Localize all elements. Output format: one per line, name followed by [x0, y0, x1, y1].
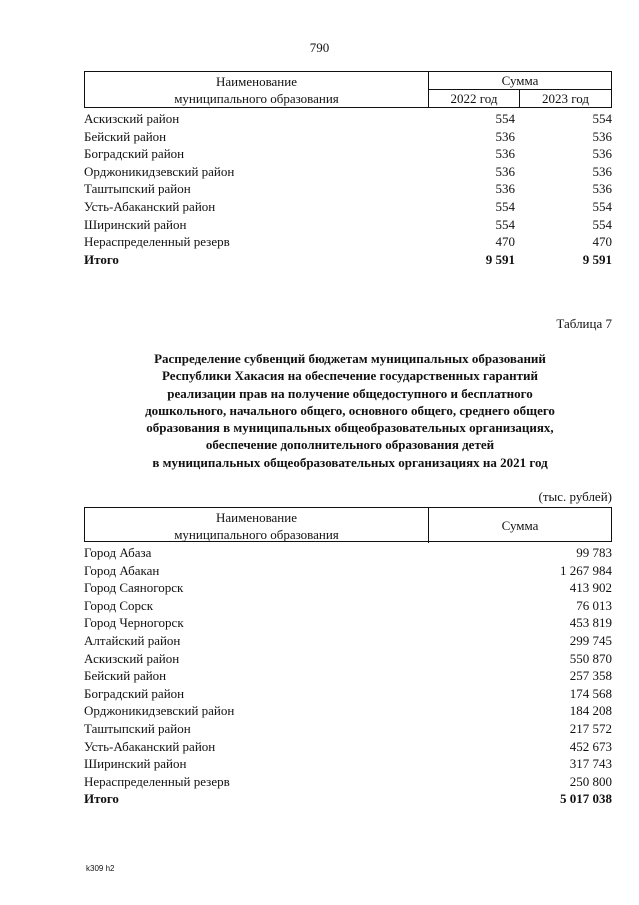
- row-name: Бейский район: [84, 128, 167, 144]
- row-value-2023: 536: [592, 163, 612, 179]
- table-total-row: [84, 790, 612, 808]
- row-name: Орджоникидзевский район: [84, 703, 235, 719]
- header-sum-title: Сумма: [429, 72, 611, 90]
- row-name: Орджоникидзевский район: [84, 163, 235, 179]
- title-line: дошкольного, начального общего, основного общего, среднего общего: [145, 402, 555, 418]
- row-name: Боградский район: [84, 146, 185, 162]
- row-name: Аскизский район: [84, 650, 180, 666]
- title-line: Распределение субвенций бюджетам муниципальных образований: [154, 351, 546, 366]
- table-row: [84, 110, 612, 128]
- table-row: [84, 562, 612, 580]
- row-name: Город Абаза: [84, 545, 152, 560]
- row-value-2023: 536: [592, 128, 612, 144]
- row-value: 413 902: [569, 580, 612, 596]
- row-value: 299 745: [569, 632, 612, 648]
- row-value: 99 783: [576, 545, 612, 560]
- row-name: Город Сорск: [84, 597, 154, 613]
- footer-code: k309 h2: [86, 864, 115, 873]
- row-name: Бейский район: [84, 668, 167, 684]
- row-value: 1 267 984: [560, 562, 612, 578]
- row-name: Таштыпский район: [84, 181, 191, 197]
- row-value-2023: 470: [592, 234, 612, 250]
- table-row: [84, 702, 612, 720]
- table-row: [84, 685, 612, 703]
- row-name: Нераспределенный резерв: [84, 773, 230, 789]
- row-value-2022: 554: [495, 111, 515, 126]
- header-name-line2: муниципального образования: [174, 91, 339, 106]
- row-value: 174 568: [569, 685, 612, 701]
- table-row: [84, 650, 612, 668]
- row-name: Город Абакан: [84, 562, 160, 578]
- row-name: Ширинский район: [84, 756, 187, 772]
- table-row: [84, 597, 612, 615]
- title-line: Республики Хакасия на обеспечение государственных гарантий: [162, 368, 538, 384]
- total-value: 5 017 038: [560, 791, 612, 807]
- row-value: 250 800: [569, 773, 612, 789]
- row-value-2022: 554: [495, 216, 515, 232]
- row-value: 452 673: [569, 738, 612, 754]
- header-name-cell: [85, 508, 429, 543]
- header-name-line1: Наименование: [216, 510, 297, 525]
- row-name: Город Саяногорск: [84, 580, 184, 596]
- row-name: Усть-Абаканский район: [84, 198, 216, 214]
- row-value: 184 208: [569, 703, 612, 719]
- header-name-line2: муниципального образования: [174, 527, 339, 542]
- row-value-2022: 536: [495, 163, 515, 179]
- table-row: [84, 216, 612, 234]
- table-row: [84, 579, 612, 597]
- table-row: [84, 755, 612, 773]
- table-subventions-2021: [84, 507, 612, 808]
- table-row: [84, 632, 612, 650]
- row-name: Город Черногорск: [84, 615, 184, 631]
- table-body: [84, 110, 612, 268]
- header-name-line1: Наименование: [216, 74, 297, 89]
- table-body: [84, 544, 612, 808]
- row-name: Таштыпский район: [84, 720, 191, 736]
- table-row: [84, 720, 612, 738]
- table-row: [84, 145, 612, 163]
- header-name-cell: [85, 72, 429, 108]
- total-label: Итого: [84, 791, 119, 807]
- row-name: Боградский район: [84, 685, 185, 701]
- table-row: [84, 233, 612, 251]
- header-year-2023: 2023 год: [542, 91, 589, 106]
- row-value-2022: 554: [495, 198, 515, 214]
- row-name: Алтайский район: [84, 632, 181, 648]
- total-label: Итого: [84, 251, 119, 267]
- row-name: Ширинский район: [84, 216, 187, 232]
- table-row: [84, 738, 612, 756]
- table-row: [84, 773, 612, 791]
- row-value-2022: 536: [495, 146, 515, 162]
- row-value-2023: 536: [592, 146, 612, 162]
- title-line: образования в муниципальных общеобразовательных организациях,: [146, 420, 554, 436]
- row-value: 76 013: [576, 597, 612, 613]
- row-value-2023: 554: [592, 216, 612, 232]
- table-header: [84, 71, 612, 108]
- table-row: [84, 180, 612, 198]
- row-value: 550 870: [569, 650, 612, 666]
- row-value-2022: 536: [495, 128, 515, 144]
- row-value-2022: 536: [495, 181, 515, 197]
- table-row: [84, 128, 612, 146]
- row-value-2023: 554: [592, 111, 612, 126]
- total-value-2022: 9 591: [485, 251, 515, 267]
- row-value: 257 358: [569, 668, 612, 684]
- units-label: (тыс. рублей): [538, 489, 612, 504]
- title-line: обеспечение дополнительного образования детей: [205, 437, 495, 453]
- page-number: 790: [309, 40, 330, 55]
- row-name: Аскизский район: [84, 111, 180, 126]
- row-name: Нераспределенный резерв: [84, 234, 230, 250]
- header-year-2022: 2022 год: [429, 90, 520, 108]
- table-row: [84, 163, 612, 181]
- row-value: 453 819: [569, 615, 612, 631]
- title-line: реализации прав на получение общедоступного и бесплатного: [167, 385, 533, 401]
- title-line: в муниципальных общеобразовательных организациях на 2021 год: [152, 454, 548, 470]
- row-name: Усть-Абаканский район: [84, 738, 216, 754]
- row-value-2023: 554: [592, 198, 612, 214]
- table-total-row: [84, 251, 612, 269]
- table-row: [84, 614, 612, 632]
- table-title: [90, 350, 610, 471]
- table-header: [84, 507, 612, 542]
- table-row: [84, 544, 612, 562]
- table-row: [84, 667, 612, 685]
- row-value-2023: 536: [592, 181, 612, 197]
- row-value-2022: 470: [495, 234, 515, 250]
- header-sum-cell: Сумма: [501, 517, 539, 533]
- total-value-2023: 9 591: [582, 251, 612, 267]
- table-row: [84, 198, 612, 216]
- table-number-label: Таблица 7: [556, 316, 612, 331]
- row-value: 217 572: [569, 720, 612, 736]
- table-allocation-2022-2023: [84, 71, 612, 268]
- row-value: 317 743: [569, 756, 612, 772]
- header-sum-cell: [429, 72, 611, 108]
